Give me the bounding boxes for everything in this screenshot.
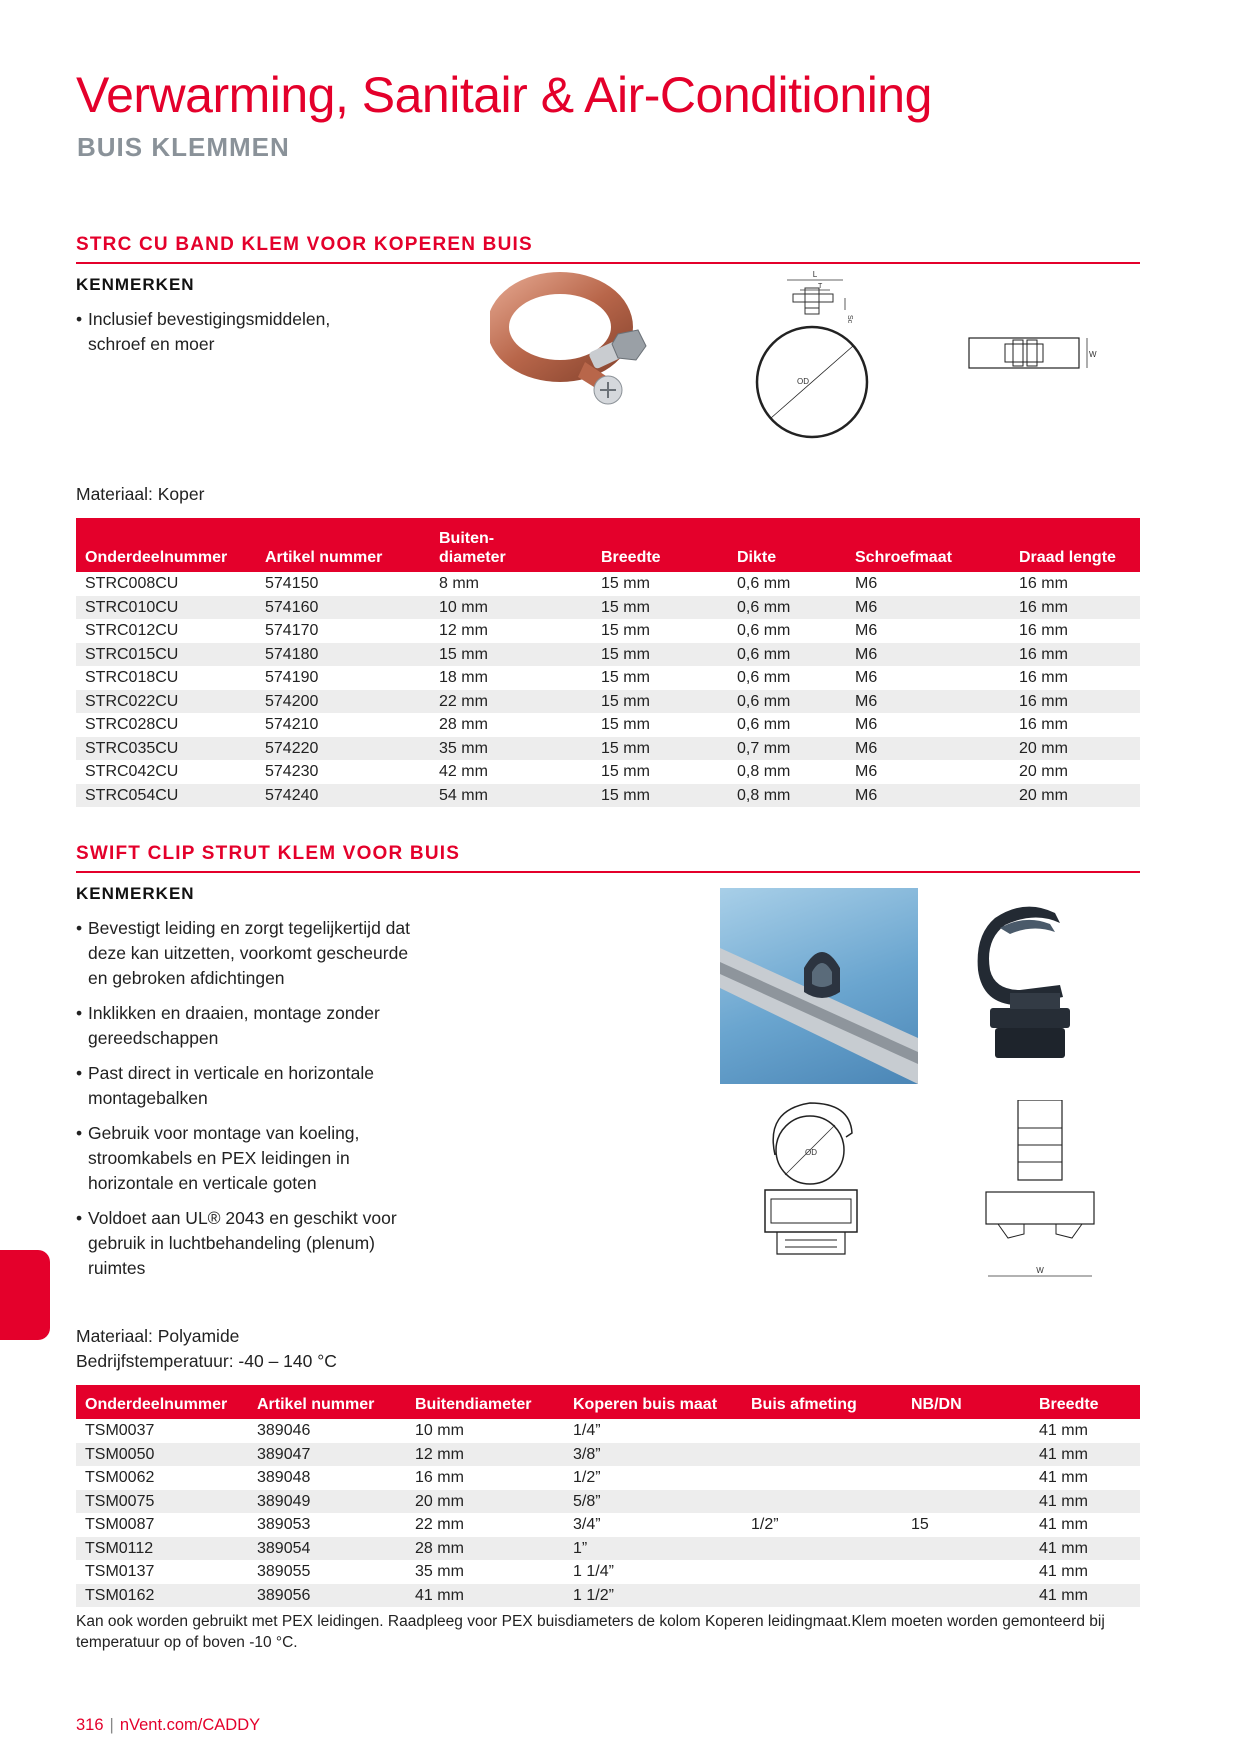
table-cell: STRC042CU <box>85 763 179 780</box>
table-cell: 15 mm <box>592 690 728 714</box>
column-header: Onderdeelnummer <box>76 1385 248 1419</box>
table-row <box>76 737 1140 761</box>
table-cell: M6 <box>855 763 878 780</box>
table-cell: M6 <box>855 575 878 592</box>
table-cell: 22 mm <box>415 1516 464 1533</box>
table-cell: 389049 <box>248 1490 406 1514</box>
table-cell: 0,8 mm <box>737 763 791 780</box>
table-cell: 35 mm <box>415 1563 464 1580</box>
table-cell: 0,6 mm <box>737 622 791 639</box>
table-cell: 41 mm <box>1039 1563 1088 1580</box>
table-cell: M6 <box>846 737 1010 761</box>
table-cell: 15 mm <box>592 643 728 667</box>
feature-item: • Bevestigt leiding en zorgt tegelijkertijd dat deze kan uitzetten, voorkomt gescheurde en gebroken afdichtingen <box>76 916 416 991</box>
column-header: Artikel nummer <box>248 1385 406 1419</box>
table-cell: TSM0137 <box>85 1563 155 1580</box>
table-cell: 42 mm <box>439 763 488 780</box>
table-row <box>76 1466 1140 1490</box>
table-cell: 389046 <box>257 1422 311 1439</box>
page-title: Verwarming, Sanitair & Air-Conditioning <box>76 67 932 123</box>
feature-list <box>76 916 416 1291</box>
table-cell: 0,6 mm <box>737 575 791 592</box>
table-cell <box>902 1419 1030 1443</box>
table-cell <box>742 1490 902 1514</box>
table-cell: 15 mm <box>601 575 650 592</box>
table-cell: 15 mm <box>592 737 728 761</box>
table-cell: 0,7 mm <box>728 737 846 761</box>
table-cell <box>742 1584 902 1608</box>
feature-item: • Inclusief bevestigingsmiddelen, schroef en moer <box>76 307 376 357</box>
column-header: Koperen buis maat <box>564 1385 742 1419</box>
column-header: Breedte <box>1030 1385 1140 1419</box>
table-cell: TSM0050 <box>76 1443 248 1467</box>
dimension-Sc-label: Sc <box>846 315 853 324</box>
table-cell: 15 mm <box>601 622 650 639</box>
table-cell: 8 mm <box>439 575 479 592</box>
table-cell: M6 <box>846 643 1010 667</box>
table-cell <box>902 1466 1030 1490</box>
table-cell: 3/4” <box>573 1516 601 1533</box>
table-cell: STRC012CU <box>85 622 179 639</box>
table-cell: 28 mm <box>406 1537 564 1561</box>
table-cell: 41 mm <box>1030 1584 1140 1608</box>
section-heading-swift-clip: SWIFT CLIP STRUT KLEM VOOR BUIS <box>76 843 1140 873</box>
dimension-OD-label: OD <box>797 377 809 386</box>
table-cell: 0,6 mm <box>728 690 846 714</box>
table-cell: 389055 <box>257 1563 311 1580</box>
table-cell: 0,6 mm <box>728 643 846 667</box>
table-cell: M6 <box>855 669 878 686</box>
table-cell: 16 mm <box>1010 643 1140 667</box>
table-cell: 28 mm <box>439 716 488 733</box>
material-text: Materiaal: Polyamide <box>76 1326 240 1346</box>
table-cell: 16 mm <box>415 1469 464 1486</box>
footer-separator: | <box>109 1716 114 1734</box>
table-cell: TSM0037 <box>85 1422 155 1439</box>
feature-list <box>76 307 376 367</box>
table-cell: 3/8” <box>564 1443 742 1467</box>
column-header: Schroefmaat <box>846 518 1010 572</box>
column-header: NB/DN <box>902 1385 1030 1419</box>
table-cell: M6 <box>846 690 1010 714</box>
table-cell: 16 mm <box>1019 716 1068 733</box>
table-cell: 15 mm <box>601 716 650 733</box>
table-cell: TSM0075 <box>76 1490 248 1514</box>
feature-item: • Past direct in verticale en horizontale montagebalken <box>76 1061 416 1111</box>
table-cell: TSM0087 <box>85 1516 155 1533</box>
table-row <box>76 784 1140 808</box>
column-header: Artikel nummer <box>256 518 430 572</box>
table-cell <box>902 1443 1030 1467</box>
table-cell: 5/8” <box>564 1490 742 1514</box>
feature-item: • Inklikken en draaien, montage zonder gereedschappen <box>76 1001 416 1051</box>
table-cell: STRC018CU <box>85 669 179 686</box>
table-cell: 1/2” <box>573 1469 601 1486</box>
table-cell: 41 mm <box>1030 1490 1140 1514</box>
table-cell: 41 mm <box>1039 1469 1088 1486</box>
table-cell: M6 <box>855 622 878 639</box>
table-cell: 41 mm <box>1030 1443 1140 1467</box>
table-cell: 574160 <box>256 596 430 620</box>
table-cell: STRC015CU <box>76 643 256 667</box>
usage-note: Kan ook worden gebruikt met PEX leidingen. Raadpleeg voor PEX buisdiameters de kolom Koperen leidingmaat.Klem moeten worden gemonteerd bij temperatuur op of boven -10 °C. <box>76 1613 1105 1651</box>
table-cell: TSM0062 <box>85 1469 155 1486</box>
temperature-text: Bedrijfstemperatuur: -40 – 140 °C <box>76 1351 337 1371</box>
table-cell: 35 mm <box>430 737 592 761</box>
table-row <box>76 1443 1140 1467</box>
table-cell: 574180 <box>256 643 430 667</box>
swift-clip-mounted-photo <box>720 888 918 1084</box>
table-cell <box>742 1443 902 1467</box>
table-cell: 41 mm <box>406 1584 564 1608</box>
table-cell: 20 mm <box>406 1490 564 1514</box>
table-cell: 20 mm <box>1010 784 1140 808</box>
table-cell <box>902 1537 1030 1561</box>
swift-clip-front-drawing <box>745 1095 875 1275</box>
table-cell: 10 mm <box>430 596 592 620</box>
table-cell: 0,6 mm <box>737 669 791 686</box>
table-row <box>76 572 1140 596</box>
table-row <box>76 619 1140 643</box>
table-cell: 15 mm <box>592 784 728 808</box>
table-cell: 0,6 mm <box>728 596 846 620</box>
swift-clip-product-image <box>965 898 1085 1073</box>
table-row <box>76 713 1140 737</box>
table-cell: 0,6 mm <box>737 716 791 733</box>
table-cell: 1” <box>564 1537 742 1561</box>
table-cell: 16 mm <box>1019 575 1068 592</box>
column-header: Dikte <box>728 518 846 572</box>
feature-item: • Gebruik voor montage van koeling, stroomkabels en PEX leidingen in horizontale en verticale goten <box>76 1121 416 1196</box>
column-header: Onderdeelnummer <box>76 518 256 572</box>
swift-clip-side-drawing <box>978 1100 1098 1285</box>
table-cell: 1 1/2” <box>564 1584 742 1608</box>
table-cell: M6 <box>855 716 878 733</box>
table-cell: TSM0112 <box>76 1537 248 1561</box>
table-row <box>76 1537 1140 1561</box>
table-cell: 389053 <box>257 1516 311 1533</box>
column-header: Buitendiameter <box>406 1385 564 1419</box>
swift-clip-spec-table <box>76 1385 1140 1607</box>
table-row <box>76 596 1140 620</box>
table-cell: 20 mm <box>1010 737 1140 761</box>
table-row <box>76 690 1140 714</box>
table-cell: 0,8 mm <box>728 784 846 808</box>
table-cell <box>902 1490 1030 1514</box>
table-cell <box>902 1560 1030 1584</box>
dimension-L-label: L <box>812 270 818 279</box>
footer-url[interactable]: nVent.com/CADDY <box>119 1716 261 1734</box>
table-cell: 574210 <box>265 716 319 733</box>
kenmerken-label: KENMERKEN <box>76 884 195 903</box>
strc-spec-table <box>76 518 1140 807</box>
table-row <box>76 1419 1140 1443</box>
table-cell <box>742 1419 902 1443</box>
table-cell: 574230 <box>265 763 319 780</box>
table-cell: 574190 <box>265 669 319 686</box>
section-heading-strc: STRC CU BAND KLEM VOOR KOPEREN BUIS <box>76 234 1140 264</box>
table-cell: 1/4” <box>573 1422 601 1439</box>
table-cell: 12 mm <box>406 1443 564 1467</box>
table-cell: 18 mm <box>439 669 488 686</box>
table-cell: 574170 <box>265 622 319 639</box>
table-cell: 15 mm <box>601 763 650 780</box>
table-cell: M6 <box>846 596 1010 620</box>
page-subtitle: BUIS KLEMMEN <box>77 132 290 162</box>
table-cell: 389048 <box>257 1469 311 1486</box>
page-footer <box>76 1716 260 1735</box>
table-cell: 389047 <box>248 1443 406 1467</box>
table-cell: 16 mm <box>1010 690 1140 714</box>
table-row <box>76 1560 1140 1584</box>
dimension-OD-label: OD <box>805 1148 817 1157</box>
table-cell: STRC035CU <box>76 737 256 761</box>
table-cell <box>742 1466 902 1490</box>
copper-band-clamp-image <box>490 272 670 422</box>
table-cell <box>742 1537 902 1561</box>
table-header-row <box>76 518 1140 572</box>
table-cell <box>742 1560 902 1584</box>
table-cell: 1 1/4” <box>573 1563 614 1580</box>
page-number: 316 <box>76 1716 104 1734</box>
table-cell: TSM0162 <box>76 1584 248 1608</box>
band-clamp-side-drawing <box>965 330 1105 380</box>
table-row <box>76 760 1140 784</box>
table-cell: 574220 <box>256 737 430 761</box>
table-row <box>76 1513 1140 1537</box>
kenmerken-label: KENMERKEN <box>76 275 195 294</box>
table-cell: 16 mm <box>1010 596 1140 620</box>
column-header: Draad lengte <box>1010 518 1140 572</box>
table-cell: 389054 <box>248 1537 406 1561</box>
table-cell: 574200 <box>256 690 430 714</box>
table-cell: 41 mm <box>1030 1537 1140 1561</box>
table-cell: 41 mm <box>1039 1422 1088 1439</box>
band-clamp-front-drawing <box>745 270 875 442</box>
table-row <box>76 643 1140 667</box>
table-cell: 12 mm <box>439 622 488 639</box>
table-cell: 22 mm <box>430 690 592 714</box>
table-cell: 16 mm <box>1019 669 1068 686</box>
table-cell: STRC022CU <box>76 690 256 714</box>
table-cell: 389056 <box>248 1584 406 1608</box>
material-text: Materiaal: Koper <box>76 484 205 504</box>
table-row <box>76 666 1140 690</box>
dimension-T-label: T <box>818 283 823 290</box>
table-cell: 54 mm <box>430 784 592 808</box>
column-header: Buis afmeting <box>742 1385 902 1419</box>
table-row <box>76 1584 1140 1608</box>
table-cell: 15 mm <box>592 596 728 620</box>
chapter-tab <box>0 1250 50 1340</box>
table-cell: 20 mm <box>1019 763 1068 780</box>
dimension-W-label: W <box>1036 1266 1044 1275</box>
table-row <box>76 1490 1140 1514</box>
table-cell: 16 mm <box>1019 622 1068 639</box>
column-header: Breedte <box>592 518 728 572</box>
table-cell: 41 mm <box>1039 1516 1088 1533</box>
table-cell: 15 mm <box>430 643 592 667</box>
table-cell: M6 <box>846 784 1010 808</box>
table-cell: 574240 <box>256 784 430 808</box>
dimension-W-label: W <box>1089 350 1097 359</box>
table-cell: STRC008CU <box>85 575 179 592</box>
table-cell: 10 mm <box>415 1422 464 1439</box>
table-cell: 1/2” <box>751 1516 779 1533</box>
table-cell: 574150 <box>265 575 319 592</box>
table-cell: 15 mm <box>601 669 650 686</box>
feature-item: • Voldoet aan UL® 2043 en geschikt voor gebruik in luchtbehandeling (plenum) ruimtes <box>76 1206 416 1281</box>
table-cell: 15 <box>911 1516 929 1533</box>
table-cell: STRC028CU <box>85 716 179 733</box>
table-cell: STRC010CU <box>76 596 256 620</box>
table-header-row <box>76 1385 1140 1419</box>
table-cell: STRC054CU <box>76 784 256 808</box>
table-cell <box>902 1584 1030 1608</box>
column-header: Buiten- diameter <box>430 518 592 572</box>
